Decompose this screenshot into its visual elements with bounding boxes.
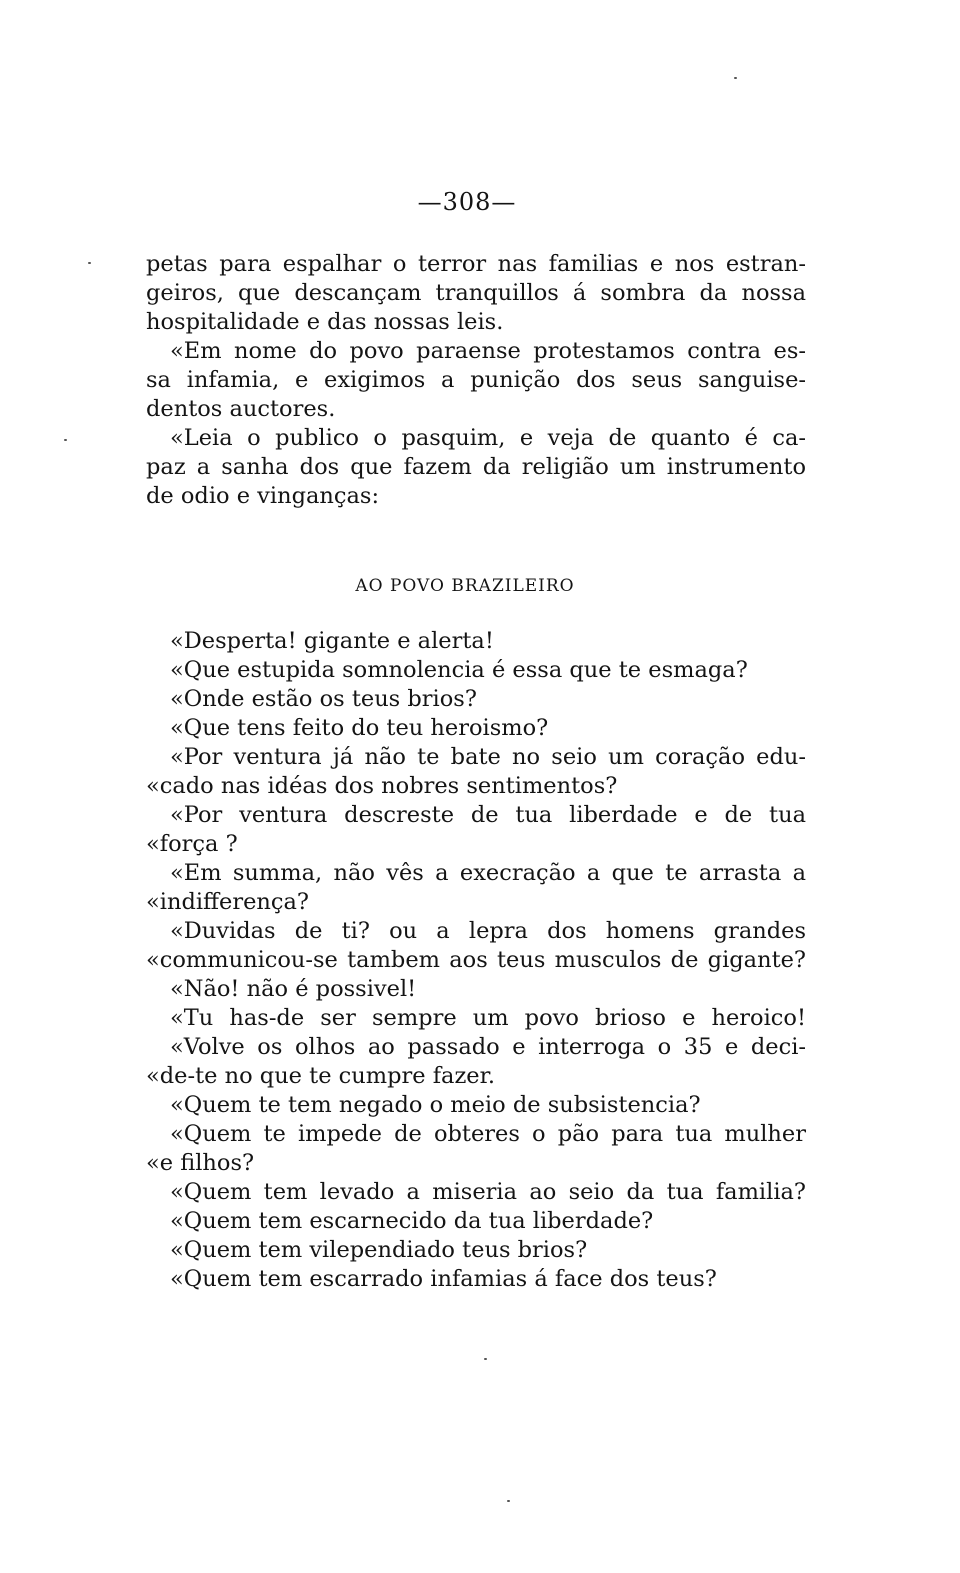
intro-paragraphs bbox=[146, 250, 806, 511]
scan-speck bbox=[484, 1358, 487, 1360]
text-line: paz a sanha dos que fazem da religião um instrumento bbox=[146, 454, 806, 480]
proclamation-text bbox=[146, 627, 806, 1294]
text-line: «Quem tem escarnecido da tua liberdade? bbox=[170, 1208, 654, 1234]
text-line: «Por ventura já não te bate no seio um coração edu- bbox=[170, 744, 806, 770]
text-line: «força ? bbox=[146, 831, 238, 857]
text-line: «Não! não é possivel! bbox=[170, 976, 417, 1002]
text-line: «de-te no que te cumpre fazer. bbox=[146, 1063, 496, 1089]
text-line: «communicou-se tambem aos teus musculos de gigante? bbox=[146, 947, 806, 973]
text-line: «Quem tem escarrado infamias á face dos teus? bbox=[170, 1266, 717, 1292]
scan-speck bbox=[88, 262, 91, 264]
text-line: hospitalidade e das nossas leis. bbox=[146, 309, 504, 335]
text-line: de odio e vinganças: bbox=[146, 483, 380, 509]
text-line: «e filhos? bbox=[146, 1150, 255, 1176]
text-line: «Volve os olhos ao passado e interroga o 35 e deci- bbox=[170, 1034, 806, 1060]
text-line: «Onde estão os teus brios? bbox=[170, 686, 477, 712]
text-line: «Em nome do povo paraense protestamos contra es- bbox=[170, 338, 806, 364]
text-line: «Que estupida somnolencia é essa que te esmaga? bbox=[170, 657, 748, 683]
text-line: «Leia o publico o pasquim, e veja de quanto é ca- bbox=[170, 425, 806, 451]
text-line: «Quem te impede de obteres o pão para tua mulher bbox=[170, 1121, 806, 1147]
text-line: «Quem te tem negado o meio de subsistencia? bbox=[170, 1092, 701, 1118]
text-line: «cado nas idéas dos nobres sentimentos? bbox=[146, 773, 618, 799]
text-line: «Em summa, não vês a execração a que te arrasta a bbox=[170, 860, 806, 886]
page-number: —308— bbox=[417, 188, 517, 216]
text-line: «Quem tem vilependiado teus brios? bbox=[170, 1237, 588, 1263]
text-line: «Duvidas de ti? ou a lepra dos homens grandes bbox=[170, 918, 806, 944]
section-heading: AO POVO BRAZILEIRO bbox=[355, 576, 575, 596]
text-line: «Quem tem levado a miseria ao seio da tua familia? bbox=[170, 1179, 806, 1205]
text-line: petas para espalhar o terror nas familias e nos estran- bbox=[146, 251, 806, 277]
scan-speck bbox=[507, 1500, 510, 1502]
text-line: dentos auctores. bbox=[146, 396, 336, 422]
scan-speck bbox=[64, 439, 67, 441]
text-line: sa infamia, e exigimos a punição dos seus sanguise- bbox=[146, 367, 806, 393]
text-line: «Desperta! gigante e alerta! bbox=[170, 628, 494, 654]
text-line: «Que tens feito do teu heroismo? bbox=[170, 715, 549, 741]
text-line: «Tu has-de ser sempre um povo brioso e heroico! bbox=[170, 1005, 806, 1031]
text-line: «Por ventura descreste de tua liberdade e de tua bbox=[170, 802, 806, 828]
text-line: «indifferença? bbox=[146, 889, 309, 915]
scan-speck bbox=[734, 77, 737, 79]
text-line: geiros, que descançam tranquillos á sombra da nossa bbox=[146, 280, 806, 306]
